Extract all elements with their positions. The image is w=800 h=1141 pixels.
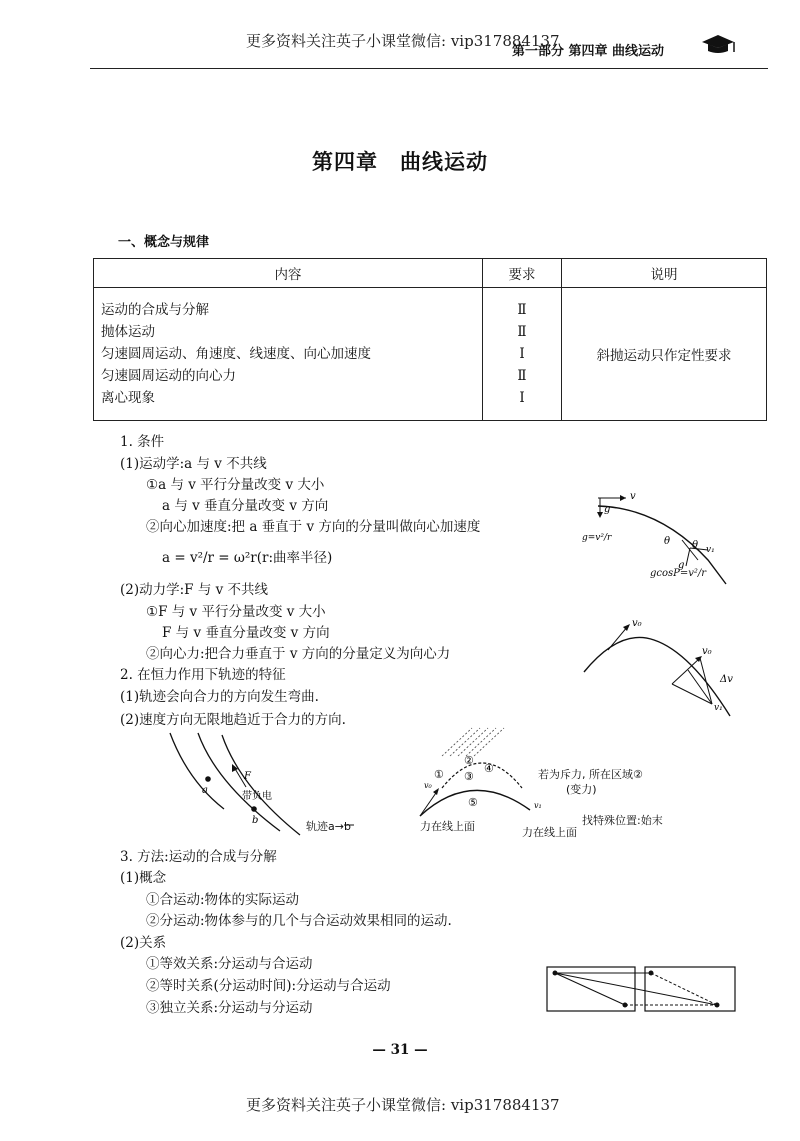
fig4-note1: 若为斥力, 所在区域② [538, 768, 643, 781]
page-number: — 31 — [372, 1042, 428, 1058]
fig3-b: b [252, 815, 259, 826]
table-level: Ⅰ [519, 390, 525, 406]
text-line: 1. 条件 [120, 434, 165, 450]
table-header-content: 内容 [94, 259, 483, 288]
graduation-cap-icon [700, 32, 740, 56]
text-line: ②等时关系(分运动时间):分运动与合运动 [146, 978, 391, 994]
fig3-charge: 带负电 [242, 791, 272, 802]
fig4-caption3: 找特殊位置:始末 [582, 814, 663, 827]
fig2-v0-top: v₀ [632, 618, 642, 629]
text-line: 3. 方法:运动的合成与分解 [120, 849, 277, 865]
text-line: (2)速度方向无限地趋近于合力的方向. [120, 712, 346, 728]
running-header: 第一部分 第四章 曲线运动 [512, 44, 665, 59]
table-row: 匀速圆周运动的向心力 [101, 368, 236, 384]
fig2-v0: v₀ [702, 646, 712, 657]
formula-line: a = v²/r = ω²r(r:曲率半径) [162, 550, 333, 566]
table-level: Ⅰ [519, 346, 525, 362]
fig1-theta1: θ [664, 536, 671, 547]
table-level: Ⅱ [517, 324, 527, 340]
table-header-note: 说明 [562, 259, 767, 288]
table-row: 离心现象 [101, 390, 155, 406]
fig1-gcos-formula: gcosP=v²/r [650, 568, 707, 579]
fig4-v0: v₀ [424, 781, 432, 790]
fig3-a: a [202, 785, 208, 796]
fig3-track: 轨迹a→b [306, 820, 351, 833]
text-line: (1)概念 [120, 870, 167, 886]
text-line: ②分运动:物体参与的几个与合运动效果相同的运动. [146, 913, 452, 929]
fig4-region3: ③ [464, 770, 474, 783]
watermark-bottom: 更多资料关注英子小课堂微信: vip317884137 [246, 1096, 560, 1114]
fig3-F: F [244, 771, 251, 782]
table-header-level: 要求 [483, 259, 562, 288]
fig1-g-top: g [604, 504, 611, 515]
header-rule [90, 68, 768, 69]
fig1-v1: v₁ [706, 545, 715, 555]
text-line: ①F 与 v 平行分量改变 v 大小 [146, 604, 326, 620]
fig4-region5: ⑤ [468, 796, 478, 809]
chapter-title: 第四章 曲线运动 [312, 150, 488, 174]
table-row: 匀速圆周运动、角速度、线速度、向心加速度 [101, 346, 371, 362]
fig2-v1: v₁ [714, 703, 723, 713]
fig1-theta2: θ [692, 540, 699, 551]
fig4-caption1: 力在线上面 [420, 820, 475, 833]
requirements-table [93, 258, 767, 421]
fig4-region2: ② [464, 754, 474, 767]
table-note: 斜抛运动只作定性要求 [562, 288, 767, 421]
watermark-top: 更多资料关注英子小课堂微信: vip317884137 [246, 32, 560, 50]
section-heading: 一、概念与规律 [118, 235, 210, 250]
table-row: 抛体运动 [101, 324, 155, 340]
text-line: ②向心力:把合力垂直于 v 方向的分量定义为向心力 [146, 646, 451, 662]
fig4-region1: ① [434, 768, 444, 781]
text-line: ①a 与 v 平行分量改变 v 大小 [146, 477, 325, 493]
fig2-dv: Δv [720, 674, 733, 685]
fig4-region4: ④ [484, 762, 494, 775]
text-line: ②向心加速度:把 a 垂直于 v 方向的分量叫做向心加速度 [146, 519, 481, 535]
fig1-g-formula: g=v²/r [582, 533, 612, 543]
text-line: a 与 v 垂直分量改变 v 方向 [162, 498, 329, 514]
table-content-list [95, 299, 481, 409]
figure-decomposition [545, 965, 745, 1017]
text-line: F 与 v 垂直分量改变 v 方向 [162, 625, 330, 641]
fig1-v: v [630, 491, 636, 502]
text-line: ①等效关系:分运动与合运动 [146, 956, 313, 972]
text-line: (1)运动学:a 与 v 不共线 [120, 456, 267, 472]
fig4-caption2: 力在线上面 [522, 826, 577, 839]
table-level: Ⅱ [517, 302, 527, 318]
text-line: ③独立关系:分运动与分运动 [146, 1000, 313, 1016]
fig4-v1: v₁ [534, 801, 542, 810]
table-level-list [484, 299, 560, 409]
table-row: 运动的合成与分解 [101, 302, 209, 318]
text-line: (2)关系 [120, 935, 167, 951]
fig1-g-bottom: g [678, 560, 685, 571]
figure-velocity-change [580, 614, 750, 714]
fig4-note2: (变力) [566, 783, 597, 796]
text-line: 2. 在恒力作用下轨迹的特征 [120, 667, 286, 683]
text-line: (1)轨迹会向合力的方向发生弯曲. [120, 689, 319, 705]
table-level: Ⅱ [517, 368, 527, 384]
text-line: (2)动力学:F 与 v 不共线 [120, 582, 269, 598]
text-line: ①合运动:物体的实际运动 [146, 892, 300, 908]
